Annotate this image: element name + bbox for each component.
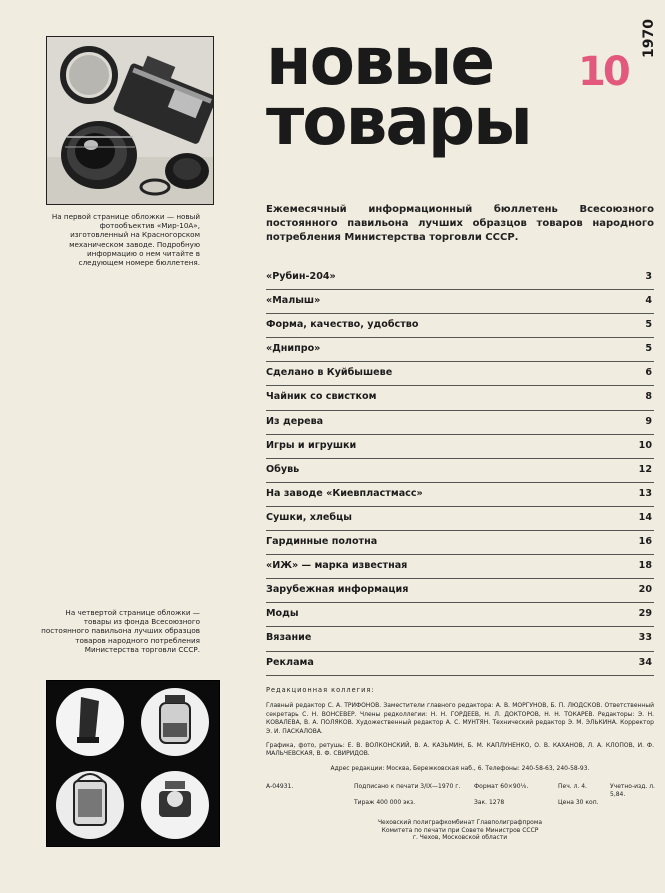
toc-entry <box>266 314 654 338</box>
toc-title: Вязание <box>266 632 312 644</box>
toc-title: Форма, качество, удобство <box>266 319 419 331</box>
toc-page: 5 <box>645 319 652 331</box>
front-cover-photo <box>46 36 214 205</box>
editorial-board: Главный редактор С. А. ТРИФОНОВ. Заместители главного редактора: А. В. МОРГУНОВ, Б. П. ЛЮДСКОВ. Ответственный секретарь С. Н. ВОНСЕВЕР. Члены редколлегии: Н. Н. ГОРДЕЕВ, Н. Л. ДОКТОРОВ, Н. Н. ТОКАРЕВ. Редакторы: Э. Н. КОВАЛЕВА, В. А. ПОЛЯКОВ. Художественный редактор А. С. МУНТЯН. Технический редактор Э. М. ЭЛЬКИНА. Корректор Э. И. ПАСКАЛОВА. <box>266 702 654 735</box>
toc-title: Зарубежная информация <box>266 584 409 596</box>
toc-entry <box>266 290 654 314</box>
toc-title: «ИЖ» — марка известная <box>266 560 408 572</box>
printer-line-3: г. Чехов, Московской области <box>412 834 508 842</box>
toc-page: 29 <box>638 608 652 620</box>
toc-entry <box>266 555 654 579</box>
toc-entry <box>266 435 654 459</box>
back-cover-photo <box>46 680 220 847</box>
toc-title: Сделано в Куйбышеве <box>266 367 393 379</box>
toc-page: 6 <box>645 367 652 379</box>
toc-entry <box>266 266 654 290</box>
toc-page: 12 <box>638 463 652 475</box>
printer-line-1: Чеховский полиграфкомбинат Главполиграфпрома <box>377 819 543 827</box>
toc-page: 3 <box>645 271 652 282</box>
toc-entry <box>266 531 654 555</box>
toc-title: Чайник со свистком <box>266 391 377 403</box>
printer-line-2: Комитета по печати при Совете Министров СССР <box>381 826 539 834</box>
imprint-price: Цена 30 коп. <box>558 799 599 807</box>
back-cover-caption: На четвертой странице обложки — товары из фонда Всесоюзного постоянного павильона лучших образцов товаров народного потребления Министерства торговли СССР. <box>41 608 200 654</box>
toc-title: На заводе «Киевпластмасс» <box>266 487 423 499</box>
toc-page: 13 <box>638 487 652 499</box>
toc-entry <box>266 386 654 410</box>
graphics-credits: Графика, фото, ретушь: Е. В. ВОЛКОНСКИЙ, В. А. КАЗЬМИН, Б. М. КАПЛУНЕНКО, О. В. КАХАНОВ, Л. А. КЛОПОВ, И. Ф. МАЛЬЧЕВСКАЯ, В. Ф. СВИРИДОВ. <box>266 742 654 758</box>
toc-page: 34 <box>638 656 652 668</box>
editorial-heading: Редакционная коллегия: <box>266 686 375 694</box>
toc-page: 10 <box>638 439 652 451</box>
title-line-2: товары <box>266 83 531 160</box>
toc-entry <box>266 652 654 676</box>
toc-title: Гардинные полотна <box>266 536 378 548</box>
toc-title: «Малыш» <box>266 295 321 307</box>
print-details <box>266 783 654 807</box>
toc-entry <box>266 362 654 386</box>
toc-page: 16 <box>638 536 652 548</box>
toc-title: Из дерева <box>266 415 324 427</box>
imprint-run: Тираж 400 000 экз. <box>354 799 416 807</box>
issue-year: 1970 <box>641 19 657 58</box>
issue-number: 10 <box>578 49 628 95</box>
imprint-pub-sheets: Учетно-изд. л. 5,84. <box>610 783 655 799</box>
imprint-sheets: Печ. л. 4. <box>558 783 587 791</box>
toc-entry <box>266 627 654 651</box>
table-of-contents <box>266 266 654 676</box>
toc-entry <box>266 338 654 362</box>
toc-entry <box>266 411 654 435</box>
toc-title: Моды <box>266 608 299 620</box>
toc-entry <box>266 459 654 483</box>
toc-page: 18 <box>638 560 652 572</box>
imprint-signed: Подписано к печати 3/IX—1970 г. <box>354 783 461 791</box>
toc-title: Игры и игрушки <box>266 439 357 451</box>
toc-page: 33 <box>638 632 652 644</box>
editorial-imprint <box>266 686 654 842</box>
title-line-1: новые <box>266 23 494 100</box>
toc-page: 14 <box>638 511 652 523</box>
imprint-order: Зак. 1278 <box>474 799 505 807</box>
printer-info <box>266 819 654 842</box>
imprint-format: Формат 60×90⅛. <box>474 783 529 791</box>
toc-title: Реклама <box>266 656 314 668</box>
toc-entry <box>266 603 654 627</box>
toc-title: «Днипро» <box>266 343 321 355</box>
toc-page: 5 <box>645 343 652 355</box>
toc-page: 4 <box>645 295 652 307</box>
imprint-code: А-04931. <box>266 783 294 791</box>
bulletin-description: Ежемесячный информационный бюллетень Всесоюзного постоянного павильона лучших образцов товаров народного потребления Министерства торговли СССР. <box>266 204 654 243</box>
toc-entry <box>266 483 654 507</box>
toc-page: 8 <box>645 391 652 403</box>
toc-page: 20 <box>638 584 652 596</box>
toc-title: «Рубин-204» <box>266 271 336 282</box>
front-cover-caption: На первой странице обложки — новый фотообъектив «Мир-10А», изготовленный на Красногорском механическом заводе. Подробную информацию о нем читайте в следующем номере бюллетеня. <box>51 212 200 268</box>
magazine-title <box>266 23 531 160</box>
editorial-address: Адрес редакции: Москва, Бережковская наб., 6. Телефоны: 240-58-63, 240-58-93. <box>330 764 590 772</box>
toc-title: Обувь <box>266 463 300 475</box>
toc-title: Сушки, хлебцы <box>266 511 352 523</box>
toc-entry <box>266 507 654 531</box>
toc-entry <box>266 579 654 603</box>
toc-page: 9 <box>645 415 652 427</box>
